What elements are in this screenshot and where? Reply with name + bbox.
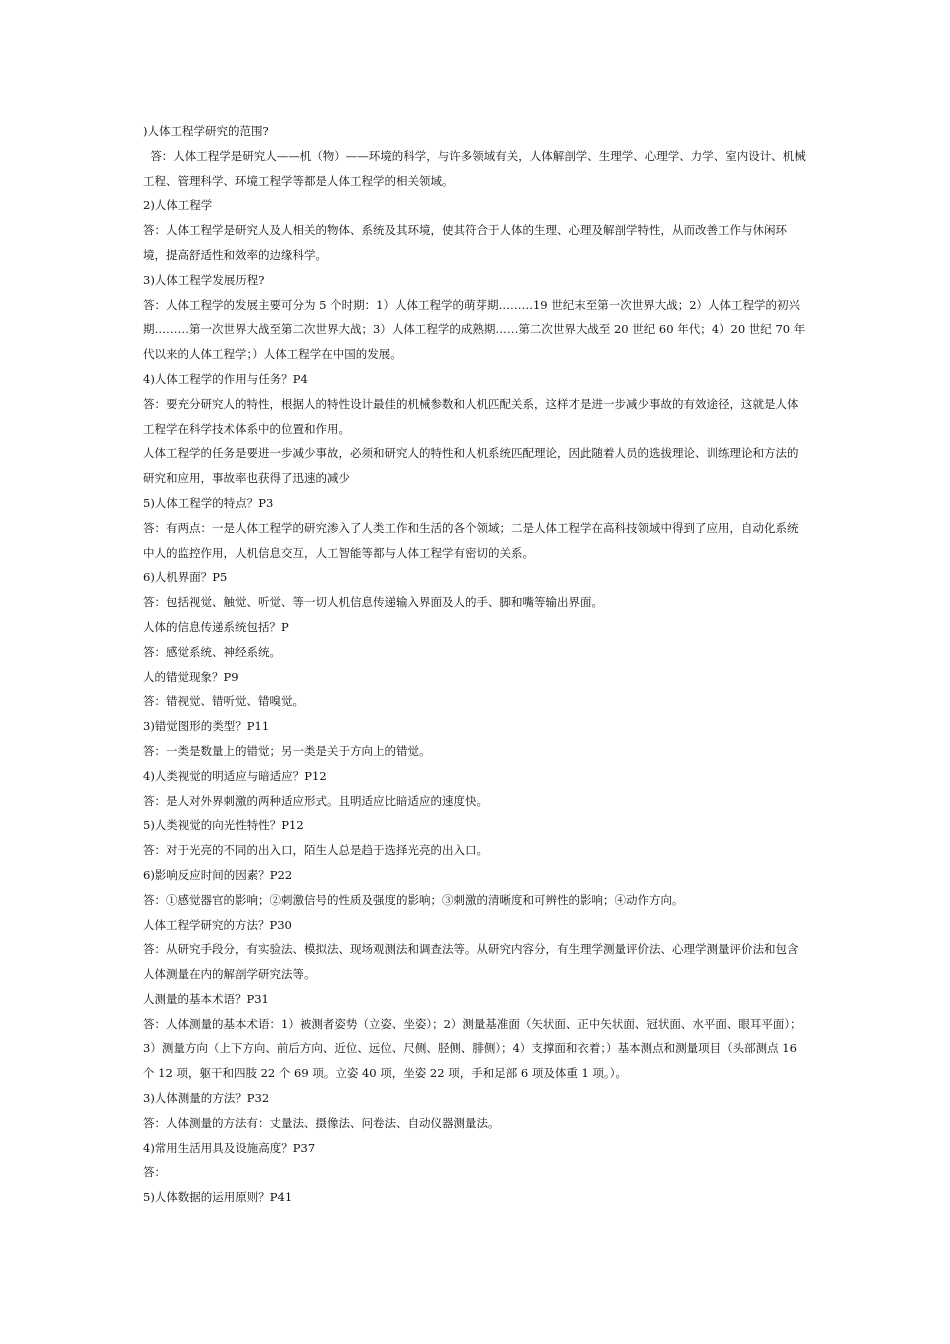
- text-line: 答：从研究手段分，有实验法、模拟法、现场观测法和调查法等。从研究内容分，有生理学测量评价法、心理学测量评价法和包含人体测量在内的解剖学研究法等。: [143, 942, 799, 982]
- text-line: 人测量的基本术语？P31: [143, 991, 269, 1006]
- text-line: 4)常用生活用具及设施高度？P37: [143, 1140, 316, 1155]
- text-line: 人体工程学的任务是要进一步减少事故，必须和研究人的特性和人机系统匹配理论，因此随着人员的选拔理论、训练理论和方法的研究和应用，事故率也获得了迅速的减少: [143, 446, 799, 486]
- text-line: 答：有两点：一是人体工程学的研究渗入了人类工作和生活的各个领域；二是人体工程学在高科技领域中得到了应用，自动化系统中人的监控作用，人机信息交互，人工智能等都与人体工程学有密切的关系。: [143, 520, 799, 560]
- text-line: 人体的信息传递系统包括？P: [143, 619, 289, 634]
- text-line: 4)人类视觉的明适应与暗适应？P12: [143, 768, 327, 783]
- text-line: 5)人体数据的运用原则？P41: [143, 1190, 293, 1205]
- text-line: 5)人体工程学的特点？P3: [143, 495, 274, 510]
- text-line: 答：感觉系统、神经系统。: [143, 644, 281, 659]
- text-line: 答：人体工程学是研究人及人相关的物体、系统及其环境，使其符合于人体的生理、心理及解剖学特性，从而改善工作与休闲环境，提高舒适性和效率的边缘科学。: [143, 223, 787, 262]
- text-line: 答：: [143, 1165, 166, 1180]
- text-line: 答：对于光亮的不同的出入口，陌生人总是趋于选择光亮的出入口。: [143, 843, 488, 858]
- text-line: 3)人体测量的方法？P32: [143, 1091, 270, 1106]
- document-body: [143, 119, 808, 1210]
- text-line: 3)人体工程学发展历程?: [143, 272, 265, 287]
- text-line: 答：错视觉、错听觉、错嗅觉。: [143, 694, 304, 709]
- text-line: 6)影响反应时间的因素？P22: [143, 867, 293, 882]
- text-line: 答：人体工程学的发展主要可分为 5 个时期：1）人体工程学的萌芽期………19 世纪末至第一次世界大战；2）人体工程学的初兴期………第一次世界大战至第二次世界大战；3）人体工程学的成熟期……第二次世界大战至 20 世纪 60 年代；4）20 世纪 70 年代以来的人体工程学；）人体工程学在中国的发展。: [143, 297, 806, 362]
- text-line: 5)人类视觉的向光性特性？P12: [143, 818, 304, 833]
- text-line: 4)人体工程学的作用与任务？P4: [143, 371, 308, 386]
- text-line: 2)人体工程学: [143, 198, 213, 213]
- text-line: 答：包括视觉、触觉、听觉、等一切人机信息传递输入界面及人的手、脚和嘴等输出界面。: [143, 595, 603, 610]
- text-line: 人体工程学研究的方法？P30: [143, 917, 292, 932]
- text-line: 答：一类是数量上的错觉；另一类是关于方向上的错觉。: [143, 743, 431, 758]
- text-line: 6)人机界面？P5: [143, 570, 228, 585]
- text-line: 答：要充分研究人的特性，根据人的特性设计最佳的机械参数和人机匹配关系，这样才是进一步减少事故的有效途径，这就是人体工程学在科学技术体系中的位置和作用。: [143, 396, 799, 436]
- text-line: 答：人体测量的基本术语：1）被测者姿势（立姿、坐姿）；2）测量基准面（矢状面、正中矢状面、冠状面、水平面、眼耳平面）；3）测量方向（上下方向、前后方向、近位、远位、尺侧、胫侧、腓侧）；4）支撑面和衣着；）基本测点和测量项目（头部测点 16 个 12 项，躯干和四肢 22 个 69 项。立姿 40 项，坐姿 22 项，手和足部 6 项及体重 1 项。）。: [143, 1016, 802, 1081]
- text-line: 人的错觉现象？P9: [143, 669, 239, 684]
- text-line: 答：人体工程学是研究人——机（物）——环境的科学，与许多领域有关，人体解剖学、生理学、心理学、力学、室内设计、机械工程、管理科学、环境工程学等都是人体工程学的相关领域。: [143, 148, 806, 188]
- text-line: 答：是人对外界刺激的两种适应形式。且明适应比暗适应的速度快。: [143, 793, 488, 808]
- text-line: 答：人体测量的方法有：丈量法、摄像法、问卷法、自动仪器测量法。: [143, 1115, 500, 1130]
- text-line: 3)错觉图形的类型？P11: [143, 719, 270, 734]
- text-line: )人体工程学研究的范围?: [143, 124, 269, 138]
- text-line: 答：①感觉器官的影响；②刺激信号的性质及强度的影响；③刺激的清晰度和可辨性的影响；④动作方向。: [143, 892, 684, 907]
